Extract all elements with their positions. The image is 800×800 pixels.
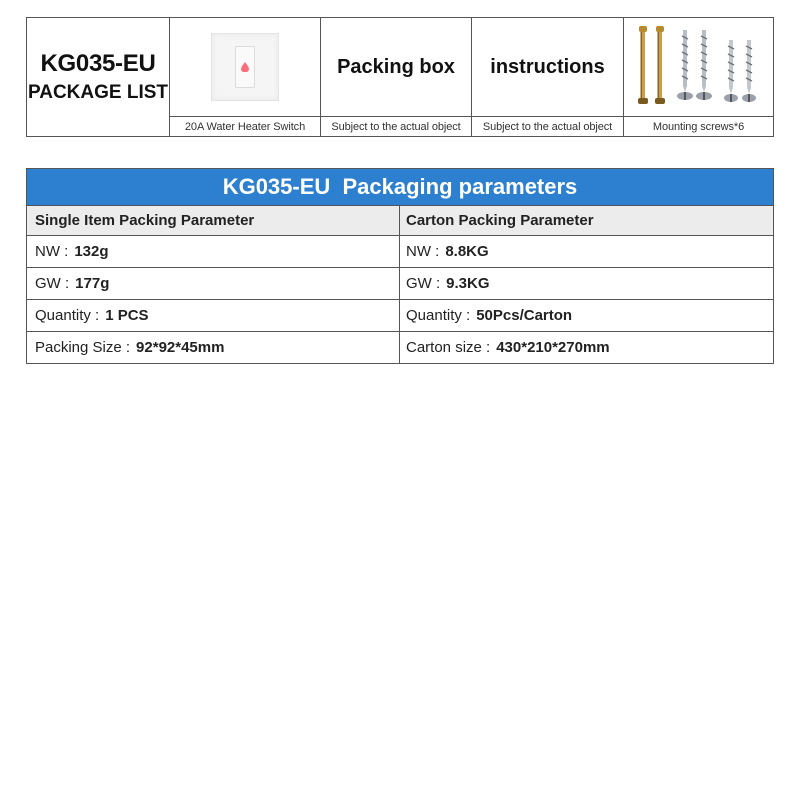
table-row <box>27 299 773 331</box>
package-list-title-cell <box>27 18 170 136</box>
packaging-parameters-table <box>26 168 774 364</box>
param-value: 430*210*270mm <box>496 339 610 356</box>
packing-box-cell <box>321 18 472 117</box>
carton-cell <box>400 300 773 331</box>
param-label: GW : <box>35 275 70 292</box>
param-value: 9.3KG <box>446 275 490 292</box>
water-heater-switch-image <box>211 33 279 101</box>
instructions-cell <box>472 18 624 117</box>
single-item-cell <box>27 268 400 299</box>
packing-box-caption: Subject to the actual object <box>321 117 472 136</box>
param-label: GW : <box>406 275 441 292</box>
carton-cell <box>400 236 773 267</box>
model-title: KG035-EU <box>40 50 156 78</box>
table-row <box>27 267 773 299</box>
single-item-header: Single Item Packing Parameter <box>27 206 400 235</box>
water-drop-icon <box>241 62 249 72</box>
switch-button-icon <box>235 46 255 88</box>
param-label: Carton size : <box>406 339 491 356</box>
carton-cell <box>400 268 773 299</box>
single-item-cell <box>27 332 400 363</box>
silver-screw-icon <box>677 30 693 100</box>
param-value: 1 PCS <box>105 307 149 324</box>
param-value: 8.8KG <box>445 243 489 260</box>
instructions-label: instructions <box>490 55 605 78</box>
brass-screw-icon <box>638 26 648 104</box>
carton-cell <box>400 332 773 363</box>
carton-header: Carton Packing Parameter <box>406 212 594 229</box>
silver-screw-icon <box>724 40 738 102</box>
parameters-title: KG035-EU Packaging parameters <box>27 169 773 205</box>
mounting-screws-image <box>629 22 769 112</box>
switch-image-cell <box>170 18 321 117</box>
table-row <box>27 235 773 267</box>
parameters-subheader-row <box>27 205 773 235</box>
param-label: NW : <box>35 243 69 260</box>
brass-screw-icon <box>655 26 665 104</box>
single-item-cell <box>27 300 400 331</box>
table-row <box>27 331 773 363</box>
single-item-cell <box>27 236 400 267</box>
switch-caption: 20A Water Heater Switch <box>170 117 321 136</box>
screws-caption: Mounting screws*6 <box>652 120 745 133</box>
param-value: 50Pcs/Carton <box>476 307 573 324</box>
screws-image-cell <box>624 18 773 117</box>
param-label: Packing Size : <box>35 339 131 356</box>
instructions-caption: Subject to the actual object <box>472 117 624 136</box>
silver-screw-icon <box>742 40 756 102</box>
packing-box-label: Packing box <box>337 55 455 78</box>
package-list-subtitle: PACKAGE LIST <box>27 81 169 103</box>
param-value: 132g <box>74 243 109 260</box>
param-label: Quantity : <box>35 307 100 324</box>
param-label: NW : <box>406 243 440 260</box>
package-list-table <box>26 17 774 137</box>
param-label: Quantity : <box>406 307 471 324</box>
param-value: 177g <box>75 275 110 292</box>
param-value: 92*92*45mm <box>136 339 225 356</box>
silver-screw-icon <box>696 30 712 100</box>
